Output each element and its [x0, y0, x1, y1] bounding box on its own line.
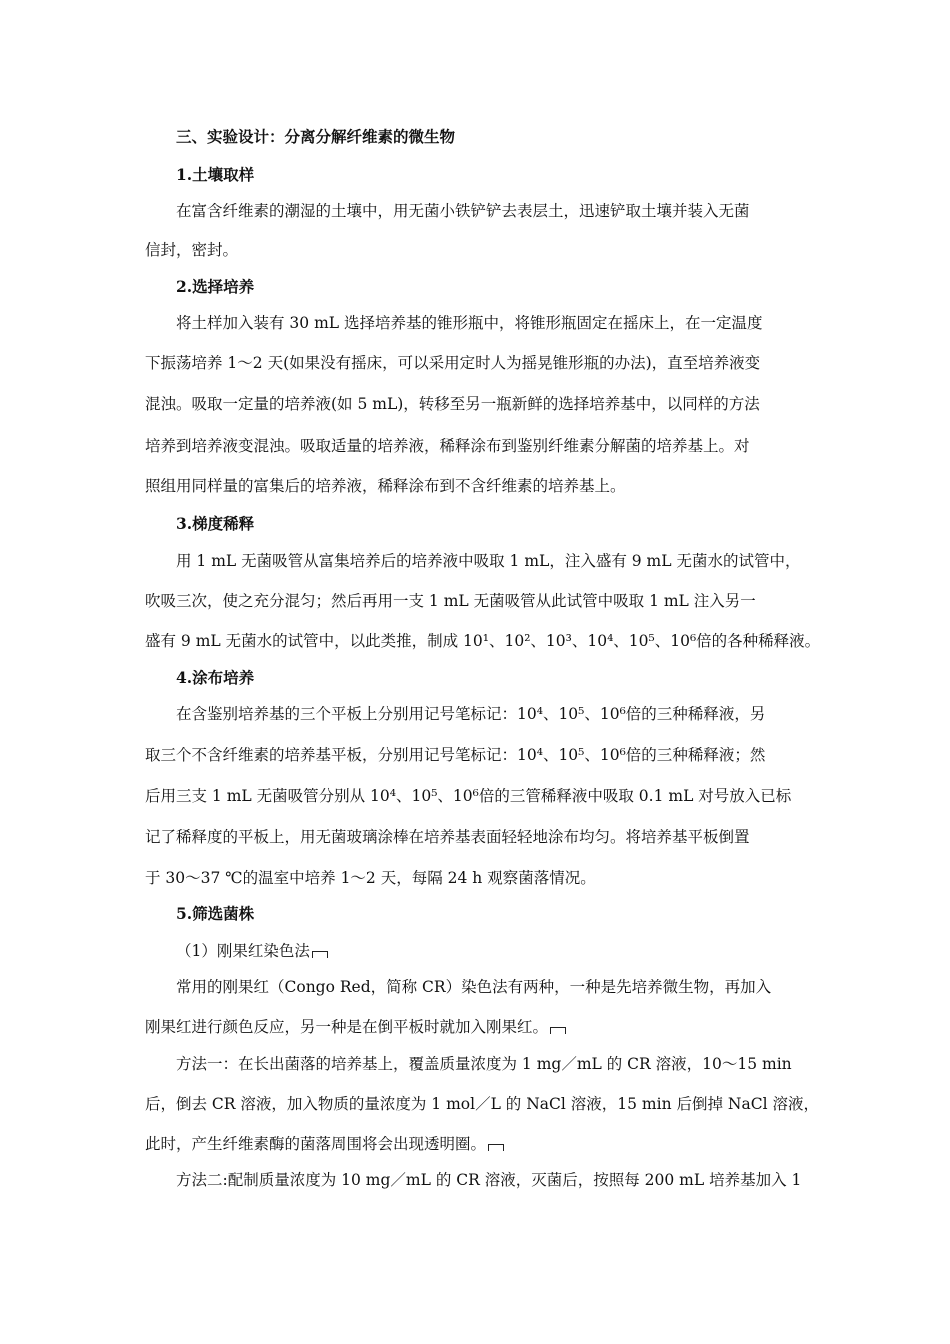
paragraph-line: 常用的刚果红（Congo Red，简称 CR）染色法有两种，一种是先培养微生物，再加入 — [176, 978, 772, 996]
heading-gradient-dilution: 3.梯度稀释 — [176, 514, 255, 533]
paragraph-line: 用 1 mL 无菌吸管从富集培养后的培养液中吸取 1 mL，注入盛有 9 mL 无菌水的试管中， — [176, 552, 801, 570]
paragraph-line: 信封，密封。 — [145, 241, 239, 259]
paragraph-text: 此时，产生纤维素酶的菌落周围将会出现透明圈。 — [145, 1135, 487, 1153]
paragraph-line: 方法二:配制质量浓度为 10 mg／mL 的 CR 溶液，灭菌后，按照每 200 mL 培养基加入 1 — [176, 1171, 802, 1189]
paragraph-line: 照组用同样量的富集后的培养液，稀释涂布到不含纤维素的培养基上。 — [145, 477, 626, 495]
paragraph-line: 下振荡培养 1～2 天(如果没有摇床，可以采用定时人为摇晃锥形瓶的办法)，直至培养液变 — [145, 354, 761, 372]
heading-screen-strains: 5.筛选菌株 — [176, 904, 255, 923]
paragraph-line — [145, 1017, 566, 1037]
paragraph-line: 后用三支 1 mL 无菌吸管分别从 10⁴、10⁵、10⁶倍的三管稀释液中吸取 0.1 mL 对号放入已标 — [145, 787, 792, 805]
heading-spread-culture: 4.涂布培养 — [176, 668, 255, 687]
heading-soil-sampling: 1.土壤取样 — [176, 165, 255, 184]
section-title: 三、实验设计：分离分解纤维素的微生物 — [176, 127, 456, 146]
paragraph-line: 吹吸三次，使之充分混匀；然后再用一支 1 mL 无菌吸管从此试管中吸取 1 mL 注入另一 — [145, 592, 756, 610]
editor-mark-icon — [550, 1027, 566, 1034]
paragraph-text: 刚果红进行颜色反应，另一种是在倒平板时就加入刚果红。 — [145, 1018, 549, 1036]
subheading-congo-red — [176, 941, 328, 961]
heading-selective-culture: 2.选择培养 — [176, 277, 255, 296]
paragraph-line: 方法一：在长出菌落的培养基上，覆盖质量浓度为 1 mg／mL 的 CR 溶液，10～15 min — [176, 1055, 792, 1073]
editor-mark-icon — [488, 1144, 504, 1151]
paragraph-line: 于 30～37 ℃的温室中培养 1～2 天，每隔 24 h 观察菌落情况。 — [145, 869, 596, 887]
editor-mark-icon — [312, 951, 328, 958]
paragraph-line: 将土样加入装有 30 mL 选择培养基的锥形瓶中，将锥形瓶固定在摇床上，在一定温度 — [176, 314, 763, 332]
paragraph-line: 记了稀释度的平板上，用无菌玻璃涂棒在培养基表面轻轻地涂布均匀。将培养基平板倒置 — [145, 828, 750, 846]
paragraph-line: 在富含纤维素的潮湿的土壤中，用无菌小铁铲铲去表层土，迅速铲取土壤并装入无菌 — [176, 202, 750, 220]
paragraph-line: 盛有 9 mL 无菌水的试管中，以此类推，制成 10¹、10²、10³、10⁴、10⁵、10⁶倍的各种稀释液。 — [145, 632, 821, 650]
paragraph-line: 后，倒去 CR 溶液，加入物质的量浓度为 1 mol／L 的 NaCl 溶液，15 min 后倒掉 NaCl 溶液， — [145, 1095, 819, 1113]
paragraph-line: 混浊。吸取一定量的培养液(如 5 mL)，转移至另一瓶新鲜的选择培养基中，以同样的方法 — [145, 395, 760, 413]
paragraph-line — [145, 1134, 504, 1154]
paragraph-line: 培养到培养液变混浊。吸取适量的培养液，稀释涂布到鉴别纤维素分解菌的培养基上。对 — [145, 437, 750, 455]
subheading-text: （1）刚果红染色法 — [176, 942, 310, 960]
paragraph-line: 取三个不含纤维素的培养基平板，分别用记号笔标记：10⁴、10⁵、10⁶倍的三种稀释液；然 — [145, 746, 766, 764]
paragraph-line: 在含鉴别培养基的三个平板上分别用记号笔标记：10⁴、10⁵、10⁶倍的三种稀释液，另 — [176, 705, 766, 723]
